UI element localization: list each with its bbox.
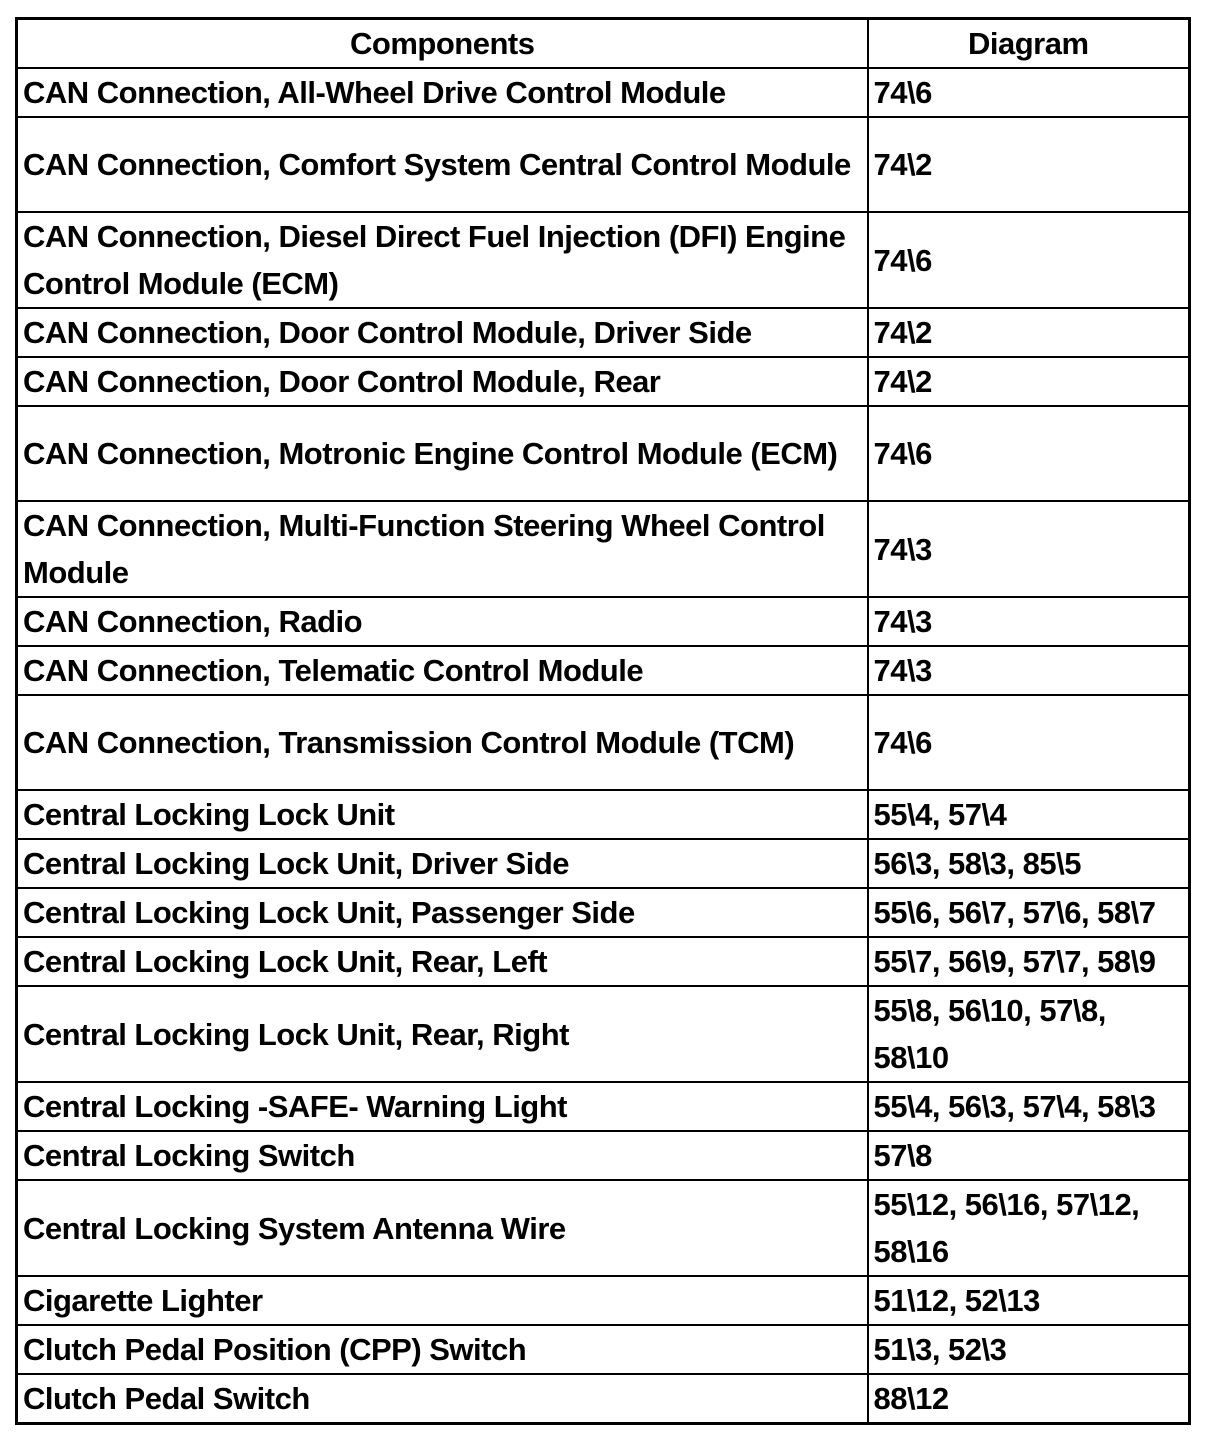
- diagram-cell: 74\3: [868, 597, 1190, 646]
- component-cell: Central Locking Lock Unit: [17, 790, 868, 839]
- diagram-cell: 55\12, 56\16, 57\12, 58\16: [868, 1180, 1190, 1276]
- table-row: [17, 839, 1190, 888]
- diagram-cell: 74\2: [868, 357, 1190, 406]
- component-cell: CAN Connection, Radio: [17, 597, 868, 646]
- component-diagram-table: [15, 17, 1191, 1425]
- component-cell: Clutch Pedal Switch: [17, 1374, 868, 1424]
- table-row: [17, 1082, 1190, 1131]
- diagram-cell: 88\12: [868, 1374, 1190, 1424]
- table-row: [17, 357, 1190, 406]
- diagram-cell: 51\3, 52\3: [868, 1325, 1190, 1374]
- diagram-cell: 74\6: [868, 212, 1190, 308]
- table-row: [17, 1325, 1190, 1374]
- diagram-cell: 74\6: [868, 406, 1190, 501]
- table-row: [17, 212, 1190, 308]
- component-cell: Central Locking System Antenna Wire: [17, 1180, 868, 1276]
- diagram-cell: 74\6: [868, 695, 1190, 790]
- table-row: [17, 937, 1190, 986]
- diagram-cell: 57\8: [868, 1131, 1190, 1180]
- component-cell: Central Locking -SAFE- Warning Light: [17, 1082, 868, 1131]
- diagram-cell: 51\12, 52\13: [868, 1276, 1190, 1325]
- diagram-cell: 74\3: [868, 501, 1190, 597]
- diagram-cell: 74\3: [868, 646, 1190, 695]
- component-cell: CAN Connection, Comfort System Central Control Module: [17, 117, 868, 212]
- diagram-cell: 55\7, 56\9, 57\7, 58\9: [868, 937, 1190, 986]
- table-row: [17, 1276, 1190, 1325]
- table-row: [17, 308, 1190, 357]
- diagram-cell: 74\2: [868, 117, 1190, 212]
- diagram-cell: 55\6, 56\7, 57\6, 58\7: [868, 888, 1190, 937]
- diagram-cell: 55\8, 56\10, 57\8, 58\10: [868, 986, 1190, 1082]
- diagram-header: Diagram: [868, 19, 1190, 69]
- component-cell: CAN Connection, Motronic Engine Control Module (ECM): [17, 406, 868, 501]
- table-row: [17, 646, 1190, 695]
- component-cell: CAN Connection, Diesel Direct Fuel Injection (DFI) Engine Control Module (ECM): [17, 212, 868, 308]
- diagram-cell: 55\4, 57\4: [868, 790, 1190, 839]
- component-cell: Central Locking Lock Unit, Passenger Side: [17, 888, 868, 937]
- component-cell: Cigarette Lighter: [17, 1276, 868, 1325]
- component-cell: CAN Connection, All-Wheel Drive Control Module: [17, 68, 868, 117]
- components-header: Components: [17, 19, 868, 69]
- diagram-cell: 74\2: [868, 308, 1190, 357]
- table-row: [17, 986, 1190, 1082]
- table-row: [17, 406, 1190, 501]
- component-cell: CAN Connection, Telematic Control Module: [17, 646, 868, 695]
- table-row: [17, 1180, 1190, 1276]
- component-cell: Central Locking Lock Unit, Rear, Left: [17, 937, 868, 986]
- component-cell: CAN Connection, Transmission Control Module (TCM): [17, 695, 868, 790]
- table-row: [17, 888, 1190, 937]
- header-row: [17, 19, 1190, 69]
- component-cell: CAN Connection, Door Control Module, Rear: [17, 357, 868, 406]
- table-row: [17, 1374, 1190, 1424]
- table-row: [17, 68, 1190, 117]
- component-cell: Central Locking Lock Unit, Rear, Right: [17, 986, 868, 1082]
- table-row: [17, 1131, 1190, 1180]
- table-row: [17, 790, 1190, 839]
- table-row: [17, 117, 1190, 212]
- component-cell: Clutch Pedal Position (CPP) Switch: [17, 1325, 868, 1374]
- diagram-cell: 56\3, 58\3, 85\5: [868, 839, 1190, 888]
- component-cell: CAN Connection, Door Control Module, Driver Side: [17, 308, 868, 357]
- component-cell: CAN Connection, Multi-Function Steering Wheel Control Module: [17, 501, 868, 597]
- diagram-cell: 55\4, 56\3, 57\4, 58\3: [868, 1082, 1190, 1131]
- component-cell: Central Locking Switch: [17, 1131, 868, 1180]
- table-row: [17, 501, 1190, 597]
- table-row: [17, 597, 1190, 646]
- table-row: [17, 695, 1190, 790]
- diagram-cell: 74\6: [868, 68, 1190, 117]
- component-cell: Central Locking Lock Unit, Driver Side: [17, 839, 868, 888]
